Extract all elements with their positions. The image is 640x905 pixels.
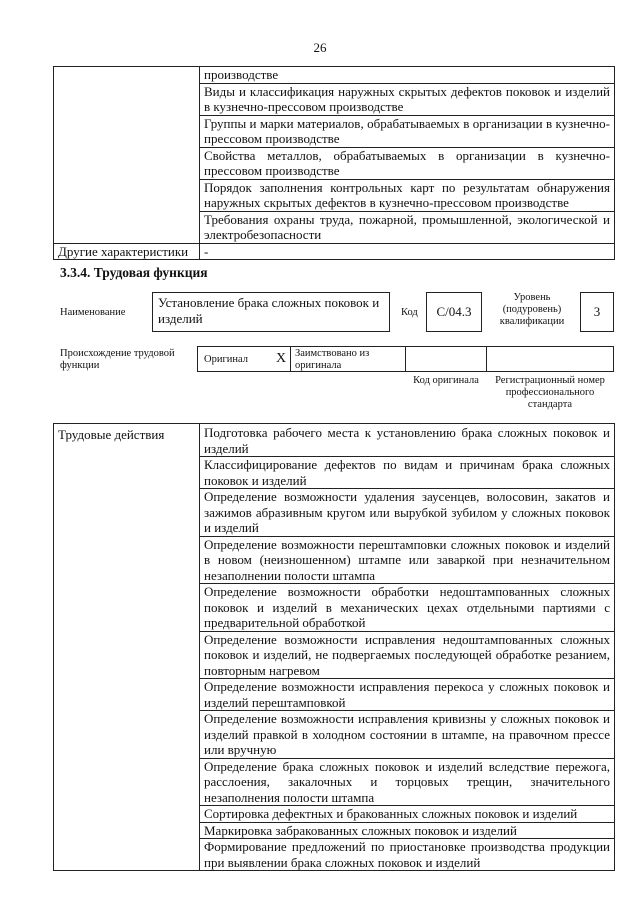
knowledge-item: производстве bbox=[200, 67, 615, 84]
knowledge-item: Требования охраны труда, пожарной, промышленной, экологической и электробезопасности bbox=[200, 211, 615, 243]
knowledge-item: Свойства металлов, обрабатываемых в организации в кузнечно-прессовом производстве bbox=[200, 147, 615, 179]
function-code-box: C/04.3 bbox=[426, 292, 482, 332]
knowledge-item: Виды и классификация наружных скрытых дефектов поковок и изделий в кузнечно-прессовом производстве bbox=[200, 83, 615, 115]
knowledge-label-cell bbox=[54, 67, 200, 244]
original-mark: X bbox=[276, 351, 287, 366]
qualification-level-box: 3 bbox=[580, 292, 614, 332]
borrowed-box: Заимствовано из оригинала bbox=[290, 346, 406, 372]
labor-action-item: Определение возможности удаления заусенцев, волосовин, закатов и зажимов абразивным кругом или вырубкой зубилом у сложных поковок и изделий bbox=[200, 489, 615, 537]
knowledge-table bbox=[53, 66, 615, 260]
original-code-caption: Код оригинала bbox=[413, 375, 479, 386]
origin-label: Происхождение трудовой функции bbox=[60, 348, 175, 371]
labor-actions-table bbox=[53, 423, 615, 871]
section-title: 3.3.4. Трудовая функция bbox=[60, 265, 208, 280]
original-label: Оригинал bbox=[204, 354, 248, 365]
labor-action-item: Определение возможности перештамповки сложных поковок и изделий в новом (неизношенном) штампе или заваркой при незначительном незаполнении полости штампа bbox=[200, 536, 615, 584]
labor-action-item: Определение возможности исправления кривизны у сложных поковок и изделий правкой в холодном состоянии в штампе, на правочном прессе или вручную bbox=[200, 711, 615, 759]
code-label: Код bbox=[401, 307, 418, 318]
labor-action-item: Определение возможности исправления недоштампованных сложных поковок и изделий, не подвергаемых последующей обработке резанием, повторным нагревом bbox=[200, 631, 615, 679]
name-label: Наименование bbox=[60, 307, 126, 318]
knowledge-item: Группы и марки материалов, обрабатываемых в организации в кузнечно-прессовом производстве bbox=[200, 115, 615, 147]
labor-action-item: Маркировка забракованных сложных поковок и изделий bbox=[200, 822, 615, 839]
original-box bbox=[197, 346, 291, 372]
knowledge-item: Порядок заполнения контрольных карт по результатам обнаружения наружных скрытых дефектов в кузнечно-прессовом производстве bbox=[200, 179, 615, 211]
labor-action-item: Подготовка рабочего места к установлению брака сложных поковок и изделий bbox=[200, 424, 615, 457]
other-characteristics-label: Другие характеристики bbox=[54, 243, 200, 260]
registration-number-box bbox=[486, 346, 614, 372]
function-name-box: Установление брака сложных поковок и изделий bbox=[152, 292, 390, 332]
labor-action-item: Классифицирование дефектов по видам и причинам брака сложных поковок и изделий bbox=[200, 457, 615, 489]
other-characteristics-value: - bbox=[200, 243, 615, 260]
labor-action-item: Формирование предложений по приостановке производства продукции при выявлении брака сложных поковок и изделий bbox=[200, 839, 615, 871]
labor-action-item: Сортировка дефектных и бракованных сложных поковок и изделий bbox=[200, 806, 615, 823]
registration-number-caption: Регистрационный номер профессионального стандарта bbox=[495, 375, 605, 410]
labor-action-item: Определение возможности обработки недоштампованных сложных поковок и изделий в механических цехах отдельными партиями с предварительной обработкой bbox=[200, 584, 615, 632]
labor-actions-label: Трудовые действия bbox=[54, 424, 200, 871]
labor-action-item: Определение брака сложных поковок и изделий вследствие пережога, расслоения, закалочных и торцовых трещин, значительного незаполнения полости штампа bbox=[200, 758, 615, 806]
labor-action-item: Определение возможности исправления перекоса у сложных поковок и изделий перештамповкой bbox=[200, 679, 615, 711]
qualification-level-label: Уровень (подуровень) квалификации bbox=[499, 292, 565, 327]
original-code-box bbox=[405, 346, 487, 372]
page-number: 26 bbox=[313, 40, 327, 55]
